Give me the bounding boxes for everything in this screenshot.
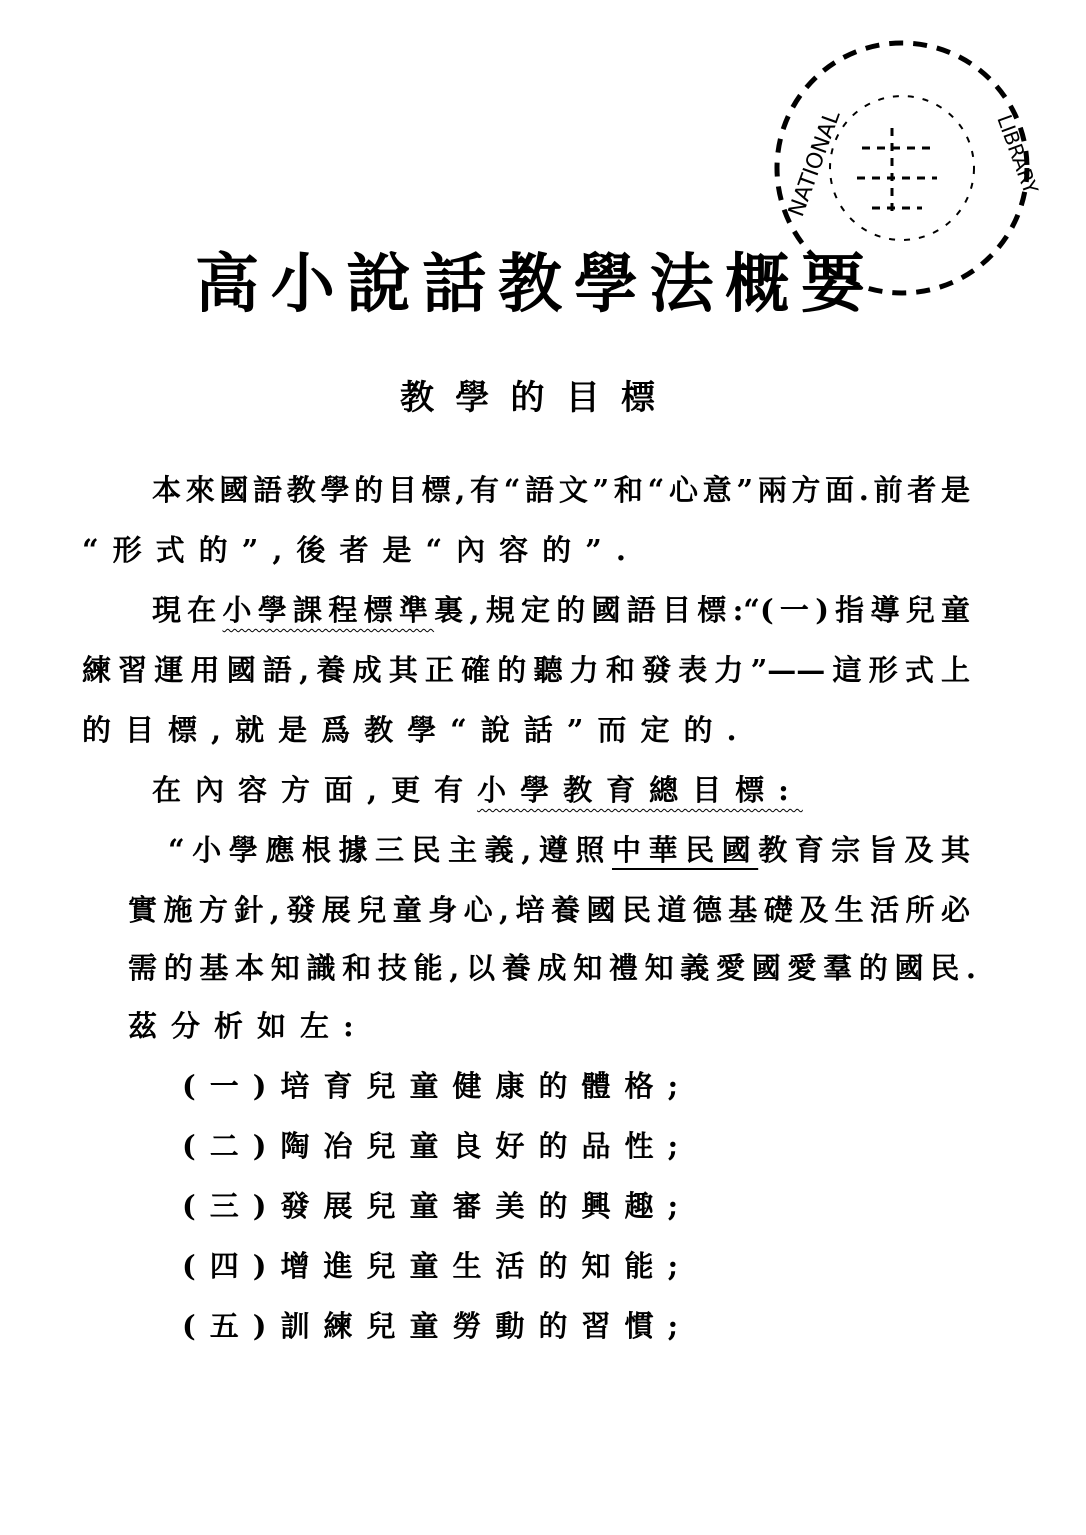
book-title: 小學課程標準: [222, 593, 435, 627]
svg-text:NATIONAL: NATIONAL: [784, 107, 846, 221]
list-item: (一)培育兒童健康的體格;: [182, 1069, 693, 1103]
paragraph-line: 的目標,就是爲教學“說話”而定的.: [82, 713, 751, 747]
list-item: (三)發展兒童審美的興趣;: [182, 1189, 693, 1223]
quote-line: 茲分析如左:: [128, 1009, 368, 1043]
quote-line: [168, 830, 970, 870]
page-title: 高小說話教學法概要: [195, 247, 865, 322]
paragraph-line: [152, 770, 803, 810]
book-title: 小學教育總目標:: [477, 773, 803, 807]
text: 裏,規定的國語目標:“(一)指導兒童: [434, 593, 970, 627]
proper-noun: 中華民國: [611, 833, 759, 867]
paragraph-line: 練習運用國語,養成其正確的聽力和發表力”——這形式上: [82, 653, 970, 687]
list-item: (二)陶冶兒童良好的品性;: [182, 1129, 693, 1163]
svg-text:LIBRARY: LIBRARY: [992, 111, 1044, 198]
section-heading: 教學的目標: [400, 378, 655, 418]
text: 教育宗旨及其: [758, 833, 970, 867]
list-item: (五)訓練兒童勞動的習慣;: [182, 1309, 693, 1343]
paragraph-line: 本來國語教學的目標,有“語文”和“心意”兩方面.前者是: [152, 473, 970, 507]
text: 在內容方面,更有: [152, 773, 478, 807]
paragraph-line: [152, 590, 970, 630]
paragraph-line: “形式的”,後者是“內容的”.: [82, 533, 640, 567]
quote-line: 需的基本知識和技能,以養成知禮知義愛國愛羣的國民.: [128, 951, 976, 985]
quote-line: 實施方針,發展兒童身心,培養國民道德基礎及生活所必: [128, 893, 970, 927]
list-item: (四)增進兒童生活的知能;: [182, 1249, 693, 1283]
text: “小學應根據三民主義,遵照: [168, 833, 612, 867]
text: 現在: [152, 593, 223, 627]
